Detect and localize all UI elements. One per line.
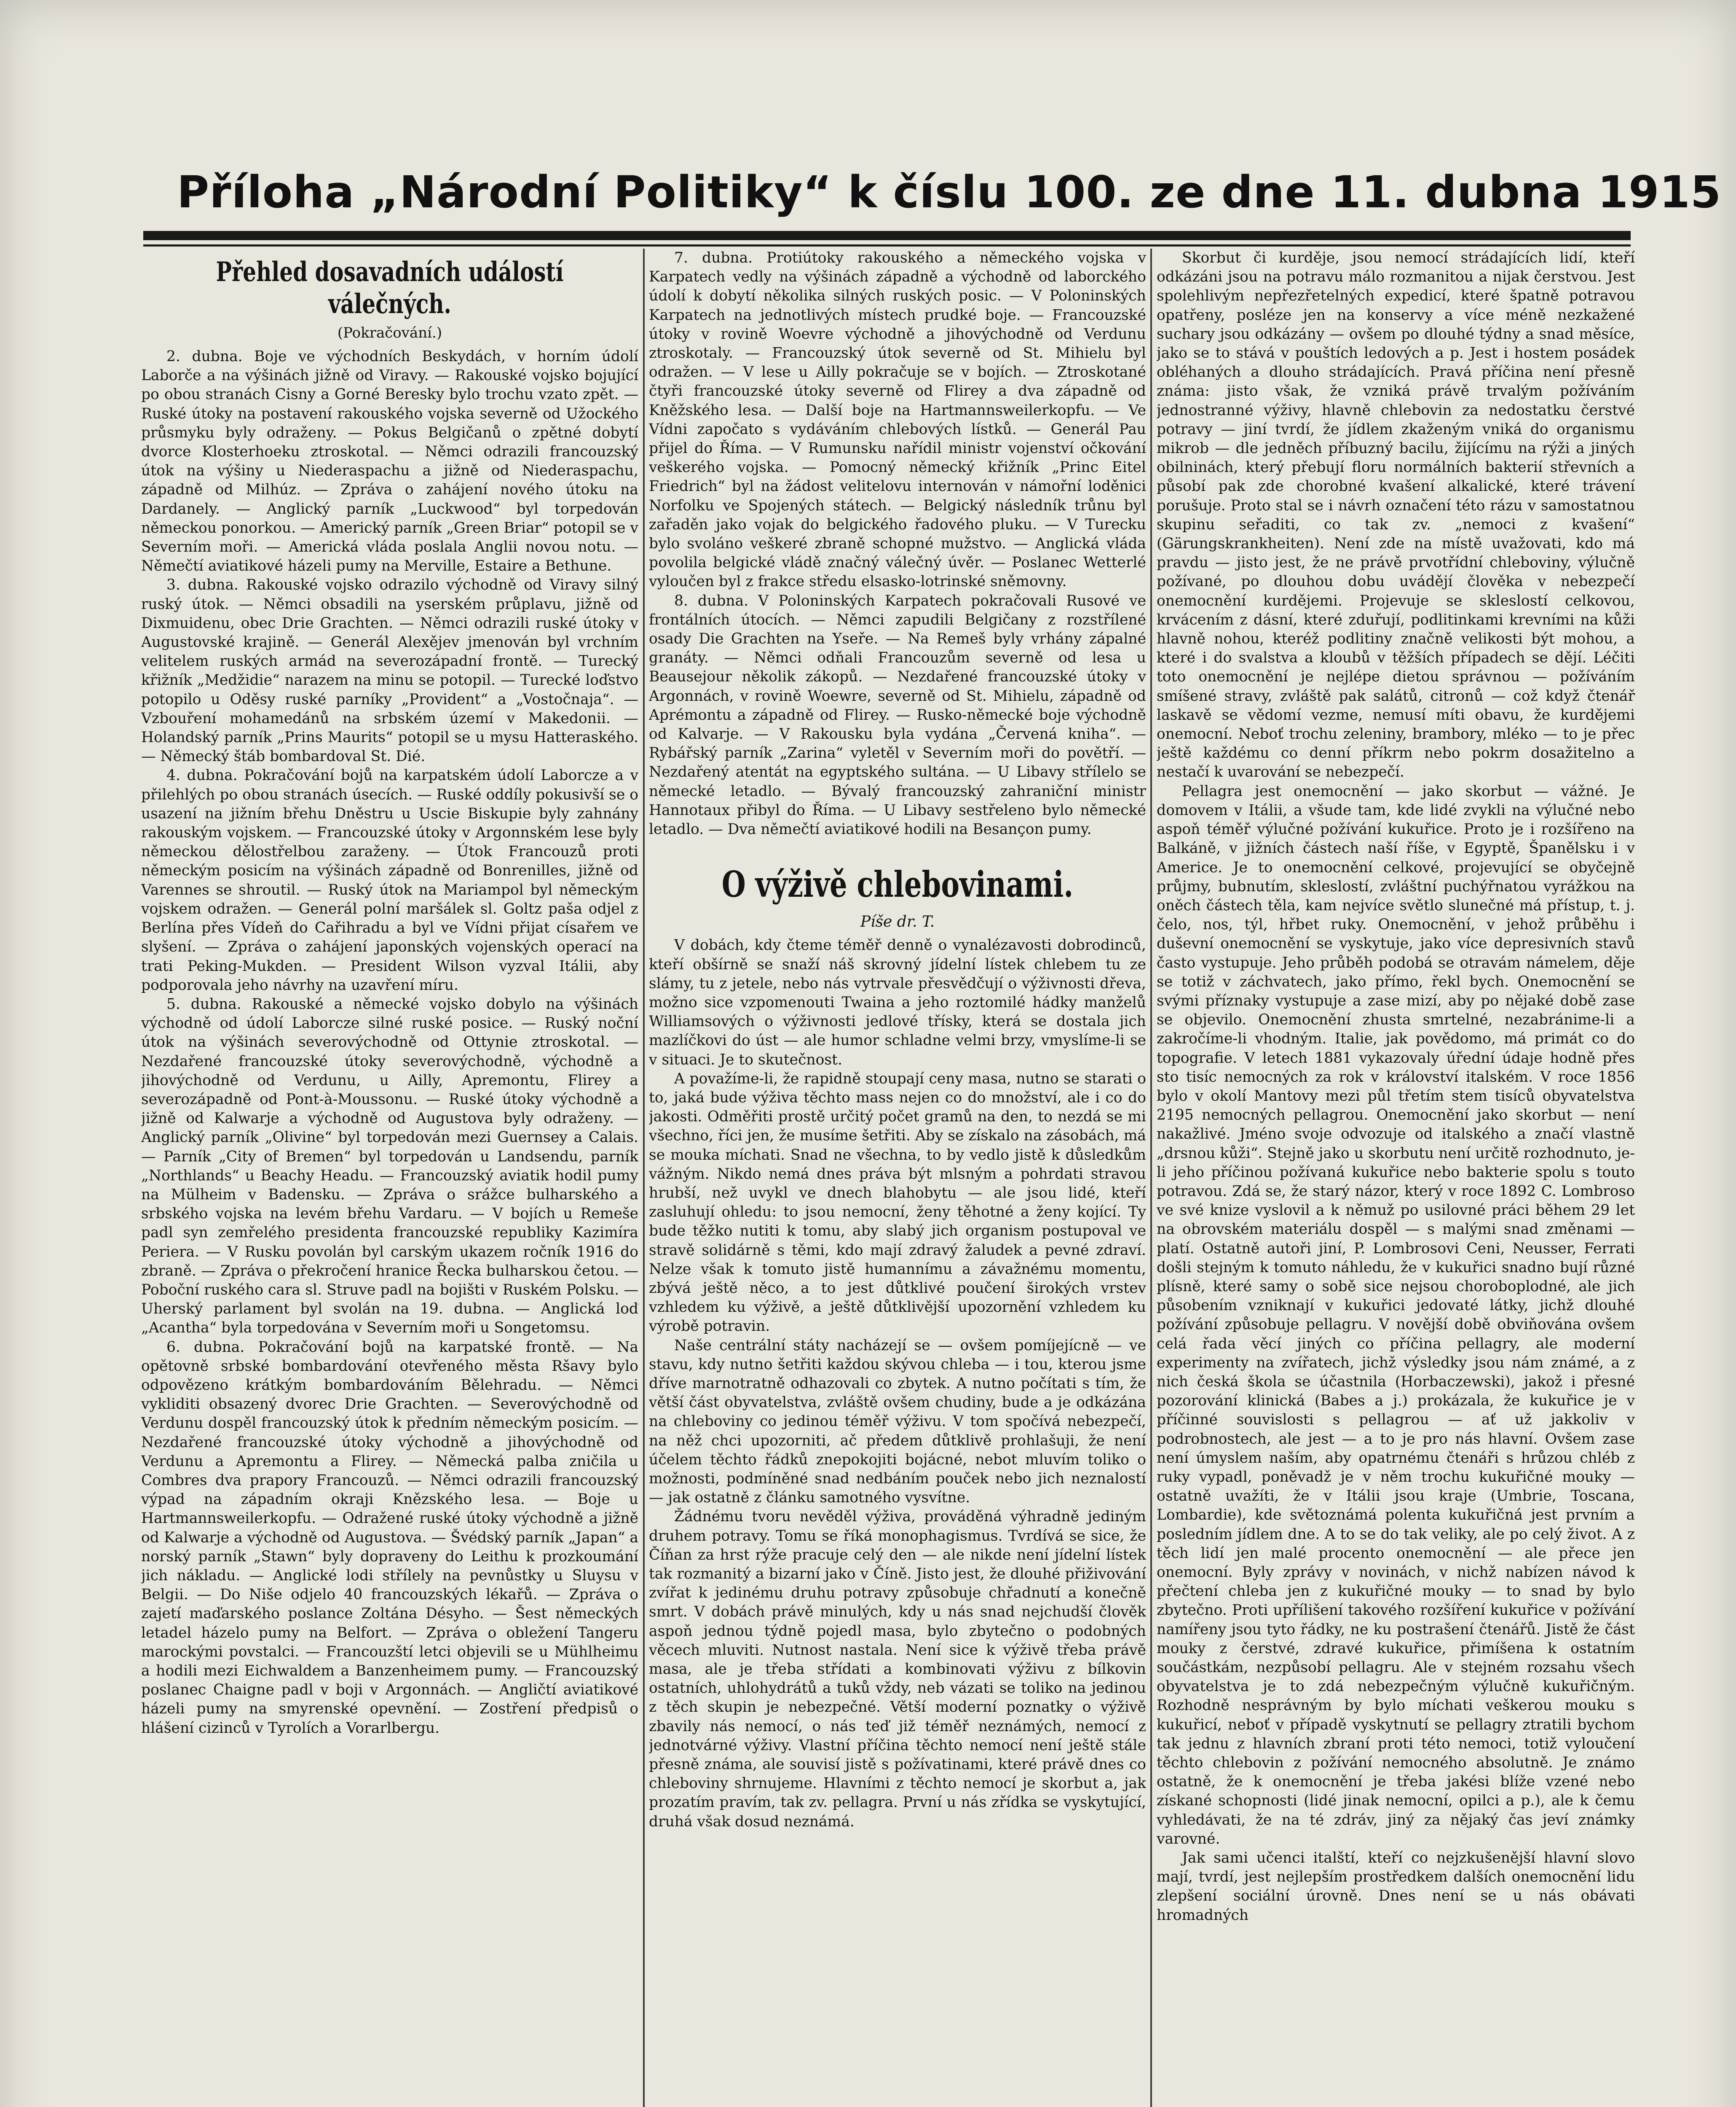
article-paragraph: A považíme-li, že rapidně stoupají ceny masa, nutno se starati o to, jaká bude výživa těchto mass nejen co do množství, ale i co do jakosti. Odměřiti prostě určitý počet gramů na den, to nezdá se mi všechno, říci jen, že musíme šetřiti. Aby se získalo na zásobách, má se mouka míchati. Snad ne všechna, to by vedlo jistě k důsledkům vážným. Nikdo nemá dnes práva být mlsným a pohrdati stravou hrubší, než uvykl ve dnech blahobytu — ale jsou lidé, kteří zasluhují ohledu: to jsou nemocní, ženy těhotné a ženy kojící. Ty bude těžko nutiti k tomu, aby slabý jich organism postupoval ve stravě solidárně s těmi, kdo mají zdravý žaludek a pevné zdraví. Nelze však k tomuto jistě humannímu a závažnému momentu, zbývá ještě něco, a to jest důtklivé poučení širokých vrstev vzhledem ku výživě, a ještě důtklivější upozornění vzhledem ku výrobě potravin. (649, 1070, 1146, 1335)
article-paragraph: Pellagra jest onemocnění — jako skorbut — vážné. Je domovem v Itálii, a všude tam, kde lidé zvykli na výlučné nebo aspoň téměř výlučné požívání kukuřice. Proto je i rozšířeno na Balkáně, v jižních částech naší říše, v Egyptě, Španělsku i v Americe. Je to onemocnění celkové, projevující se obyčejně průjmy, bubnutím, skleslostí, zvláštní puchýřnatou vyrážkou na oněch částech těla, kam nejvíce světlo slunečné má přístup, t. j. čelo, nos, týl, hřbet ruky. Onemocnění, v jehož průběhu i duševní onemocnění se vyskytuje, jako více depresivních stavů často vystupuje. Jeho průběh podobá se otravám námelem, děje se totiž v záchvatech, jako přímo, řekl bych. Onemocnění se svými příznaky vystupuje a zase mizí, aby po nějaké době zase se objevilo. Onemocnění zhusta smrtelné, nezabránime-li a zakročíme-li vhodným. Italie, jak povědomo, má primát co do topografie. V letech 1881 vykazovaly úřední údaje hodně přes sto tisíc nemocných za rok v království italském. V roce 1856 bylo v okolí Mantovy mezi půl třetím stem tisíců obyvatelstva 2195 nemocných pellagrou. Onemocnění jako skorbut — není nakažlivé. Jméno svoje odvozuje od italského a značí vlastně „drsnou kůži“. Stejně jako u skorbutu není určitě rozhodnuto, je-li jeho příčinou požívaná kukuřice nebo bakterie spolu s touto potravou. Zdá se, že starý názor, který v roce 1892 C. Lombroso ve své knize vyslovil a k němuž po usilovné práci během 29 let na obrovském materiálu dospěl — s malými snad změnami — platí. Ostatně autoři jiní, P. Lombrosovi Ceni, Neusser, Ferrati došli stejným k tomuto náhledu, že v kukuřici snadno bují různé plísně, které samy o sobě sice nejsou choroboplodné, ale jich působením vzniknají v kukuřici jedovaté látky, jichž dlouhé požívání způsobuje pellagru. V novější době obviňována ovšem celá řada věcí jiných co příčina pellagry, ale moderní experimenty na zvířatech, jichž výsledky jsou nám známé, a z nich česká škola se účastnila (Horbaczewski), jakož i přesné pozorování klinická (Babes a j.) prokázala, že kukuřice je v příčinné souvislosti s pellagrou — ať už jakkoliv v podrobnostech, ale jest — a to je pro nás hlavní. Ovšem zase není úmyslem naším, aby opatrnému čtenáři s hrůzou chléb z ruky vypadl, poněvadž je v něm trochu kukuřičné mouky — ostatně uvažíti, že v Itálii jsou kraje (Umbrie, Toscana, Lombardie), kde světoznámá polenta kukuřičná jest prvním a posledním jídlem dne. A to se do tak veliky, ale po celý život. A z těch lidí jen malé procento onemocnění — ale přece jen onemocní. Byly zprávy v novinách, v nichž nabízen návod k přečtení chleba jen z kukuřičné mouky — to snad by bylo zbytečno. Proti upřílišení takového rozšíření kukuřice v požívání namířeny jsou tyto řádky, ne ku postrašení čtenářů. Jistě že část mouky z čerstvé, zdravé kukuřice, přimíšena k ostatním součástkám, nezpůsobí pellagru. Ale v stejném rozsahu všech obyvatelstva je to zdá nebezpečným výlučně kukuřičným. Rozhodně nesprávným by bylo míchati veškerou mouku s kukuřicí, neboť v případě vyskytnutí se pellagry ztratili bychom tak jednu z hlavních zbraní proti této nemoci, totiž vyloučení těchto chlebovin z požívání nemocného absolutně. Je známo ostatně, že k onemocnění je třeba jakési blíže vzené nebo získané schopnosti (lidé jinak nemocní, opilci a p.), ale k čemu vyhledávati, že na té zdráv, jiný za nějaký čas jeví známky varovné. (1157, 783, 1635, 1847)
article-paragraph: 8. dubna. V Poloninských Karpatech pokračovali Rusové ve frontálních útocích. — Němci zapudili Belgičany z rozstřílené osady Die Grachten na Yseře. — Na Remeš byly vrhány zápalné granáty. — Němci odňali Francouzům severně od lesa u Beausejour několik zákopů. — Nezdařené francouzské útoky v Argonnách, v rovině Woewre, severně od St. Mihielu, západně od Aprémontu a západně od Flirey. — Rusko-německé boje východně od Kalvarje. — V Rakousku byla vydána „Červená kniha“. — Rybářský parník „Zarina“ vyletěl v Severním moři do povětří. — Nezdařený atentát na egyptského sultána. — U Libavy střílelo se německé letadlo. — Bývalý francouzský zahraniční ministr Hannotaux přibyl do Říma. — U Libavy sestřeleno bylo německé letadlo. — Dva němečtí aviatikové hodili na Besançon pumy. (649, 592, 1146, 838)
column-divider (1150, 249, 1152, 2107)
column-1 (141, 249, 638, 2107)
article-subtitle: (Pokračování.) (337, 324, 442, 341)
article-paragraph: 7. dubna. Protiútoky rakouského a německého vojska v Karpatech vedly na výšinách západně a východně od laborckého údolí k dobytí několika silných ruských posic. — V Poloninských Karpatech na jednotlivých místech prudké boje. — Francouzské útoky v rovině Woevre východně a jihovýchodně od Verdunu ztroskotaly. — Francouzský útok severně od St. Mihielu byl odražen. — V lese u Ailly pokračuje se v bojích. — Ztroskotané čtyři francouzské útoky severně od Flirey a dva západně od Kněžského lesa. — Další boje na Hartmannsweilerkopfu. — Ve Vídni započato s vydáváním chlebových lístků. — Generál Pau přijel do Říma. — V Rumunsku nařídil ministr vojenství očkování veškerého vojska. — Pomocný německý křižník „Princ Eitel Friedrich“ byl na žádost velitelovu internován v námořní loděnici Norfolku ve Spojených státech. — Belgický následník trůnu byl zařaděn jako vojak do belgického řadového pluku. — V Turecku bylo svoláno veškeré zbraně schopné mužstvo. — Anglická vláda povolila belgické vládě značný válečný úvěr. — Poslanec Wetterlé vyloučen byl z frakce středu elsasko-lotrinské sněmovny. (649, 249, 1146, 590)
article-title: Přehled dosavadních událostí válečných. (216, 256, 564, 320)
column-3 (1157, 249, 1635, 2107)
article-paragraph: 5. dubna. Rakouské a německé vojsko dobylo na výšinách východně od údolí Laborcze silné ruské posice. — Ruský noční útok na výšinách severovýchodně od Ottynie ztroskotal. — Nezdařené francouzské útoky severovýchodně, východně a jihovýchodně od Verdunu, u Ailly, Apremontu, Flirey a severozápadně od Pont-à-Moussonu. — Ruské útoky východně a jižně od Kalwarje a východně od Augustova byly odraženy. — Anglický parník „Olivine“ byl torpedován mezi Guernsey a Calais. — Parník „City of Bremen“ byl torpedován u Landsendu, parník „Northlands“ u Beachy Headu. — Francouzský aviatik hodil pumy na Mülheim v Badensku. — Zpráva o srážce bulharského a srbského vojska na levém břehu Vardaru. — V bojích u Remeše padl syn zemřelého presidenta francouzské republiky Kazimíra Periera. — V Rusku povolán byl carským ukazem ročník 1916 do zbraně. — Zpráva o překročení hranice Řecka bulharskou četou. — Poboční ruského cara sl. Struve padl na bojišti v Ruském Polsku. — Uherský parlament byl svolán na 19. dubna. — Anglická loď „Acantha“ byla torpedována v Severním moři u Songetomsu. (141, 995, 638, 1337)
masthead: Příloha „Národní Politiky“ k číslu 100. ze dne 11. dubna 1915 (177, 166, 1722, 218)
column-divider (643, 249, 645, 2107)
article-byline: Píše dr. T. (860, 913, 935, 931)
article-paragraph: Naše centrální státy nacházejí se — ovšem pomíjejícně — ve stavu, kdy nutno šetřiti každou skývou chleba — i tou, kterou jsme dříve marnotratně odhazovali co zbytek. A nutno počítati s tím, že větší část obyvatelstva, zvláště ovšem chudiny, bude a je odkázána na chleboviny co jedinou téměř výživu. V tom spočívá nebezpečí, na něž chci upozorniti, ač předem důtklivě prohlašuji, že není účelem těchto řádků znepokojiti bojácné, nebot mluvím toliko o možnosti, podmíněné snad nedbáním pouček nebo jich neznalostí — jak ostatně z článku samotného vysvítne. (649, 1337, 1146, 1507)
article-paragraph: 4. dubna. Pokračování bojů na karpatském údolí Laborcze a v přilehlých po obou stranách úsecích. — Ruské oddíly pokusivší se o usazení na jižním břehu Dněstru u Uscie Biskupie byly zahnány rakouským vojskem. — Francouzské útoky v Argonnském lese byly německou dělostřelbou zaraženy. — Útok Francouzů proti německým posicím na výšinách západně od Bonrenilles, jižně od Varennes se shroutil. — Ruský útok na Mariampol byl německým vojskem odražen. — Generál polní maršálek sl. Goltz paša odjel z Berlína přes Vídeň do Cařihradu a byl ve Vídni přijat císařem ve slyšení. — Zpráva o zahájení japonských vojenských operací na trati Peking-Mukden. — President Wilson vyzval Itálii, aby podporovala jeho návrhy na uzavření míru. (141, 767, 638, 994)
article-paragraph: Skorbut či kurděje, jsou nemocí strádajících lidí, kteří odkázáni jsou na potravu málo rozmanitou a nijak čerstvou. Jest spolehlivým nepřezřetelných expedicí, které špatně potravou opatřeny, posléze jen na konservy a více méně nezkažené suchary jsou odkázány — ovšem po dlouhé týdny a snad měsíce, jako se to stává v pouštích ledových a p. Jest i hostem posádek obléhaných a dlouho strádajících. Pravá příčina není přesně známa: jisto však, že vzniká právě trvalým požíváním jednostranné výživy, hlavně chlebovin za nedostatku čerstvé potravy — jiní tvrdí, že jídlem zkaženým vniká do organismu mikrob — dle jedněch příbuzný bacilu, žijícímu na rýži a jiných obilninách, který přebují floru normálních bakterií střevních a působí pak zde chorobné kvašení alkalické, které trávení porušuje. Proto stal se i návrh označení této rázu v samostatnou skupinu seřaditi, co tak zv. „nemoci z kvašení“ (Gärungskrankheiten). Není zde na místě uvažovati, kdo má pravdu — jisto jest, že ne právě prvotřídní chleboviny, výlučně požívané, po dlouhou dobu uvádějí člověka v nebezpečí onemocnění kurdějemi. Projevuje se skleslostí celkovou, krvácením z dásní, které zduřují, podlitinkami krevními na kůži hlavně nohou, kteréž podlitiny značně velikosti být mohou, a které i do svalstva a kloubů v těžších případech se dějí. Léčiti toto onemocnění je nejlépe dietou správnou — požíváním smíšené stravy, zvláště pak salátů, citronů — což když čtenář laskavě se vědomí vezme, nemusí míti obavu, že kurdějemi onemocní. Neboť trochu zeleniny, brambory, mléko — to je přec ještě každému co denní příkrm nebo pokrm dosažitelno a nestačí k uvarování se nebezpečí. (1157, 249, 1635, 781)
article-paragraph: Jak sami učenci italští, kteří co nejzkušenější hlavní slovo mají, tvrdí, jest nejlepším prostředkem dalších onemocnění lidu zlepšení sociální úrovně. Dnes není se u nás obávati hromadných (1157, 1850, 1635, 1924)
masthead-rule (143, 231, 1631, 240)
article-paragraph: 3. dubna. Rakouské vojsko odrazilo východně od Viravy silný ruský útok. — Němci obsadili na yserském průplavu, jižně od Dixmuidenu, obec Drie Grachten. — Němci odrazili ruské útoky v Augustovské krajině. — Generál Alexějev jmenován byl vrchním velitelem ruských armád na severozápadní frontě. — Turecký křižník „Medžidie“ narazem na minu se potopil. — Turecké loďstvo potopilo u Oděsy ruské parníky „Provident“ a „Vostočnaja“. — Vzbouření mohamedánů na srbském území v Makedonii. — Holandský parník „Prins Maurits“ potopil se u mysu Hatteraského. — Německý štáb bombardoval St. Dié. (141, 576, 638, 765)
column-2 (649, 249, 1146, 2107)
article-paragraph: 2. dubna. Boje ve východních Beskydách, v horním údolí Laborče a na výšinách jižně od Viravy. — Rakouské vojsko bojující po obou stranách Cisny a Gorné Beresky bylo trochu vzato zpět. — Ruské útoky na postavení rakouského vojska severně od Užockého průsmyku byly odraženy. — Pokus Belgičanů o zpětné dobytí dvorce Klosterhoeku ztroskotal. — Němci odrazili francouzský útok na výšiny u Niederaspachu a jižně od Niederaspachu, západně od Milhúz. — Zpráva o zahájení nového útoku na Dardanely. — Anglický parník „Luckwood“ byl torpedován německou ponorkou. — Americký parník „Green Briar“ potopil se v Severním moři. — Americká vláda poslala Anglii novou notu. — Němečtí aviatikové házeli pumy na Merville, Estaire a Bethune. (141, 348, 638, 575)
masthead-rule-thin (143, 244, 1631, 247)
article-paragraph: 6. dubna. Pokračování bojů na karpatské frontě. — Na opětovně srbské bombardování otevřeného města Ršavy bylo odpovězeno krátkým bombardováním Bělehradu. — Němci vykliditi obsazený dvorec Drie Grachten. — Severovýchodně od Verdunu dospěl francouzský útok k předním německým posicím. — Nezdařené francouzské útoky východně a jihovýchodně od Verdunu a Apremontu a Flirey. — Německá palba zničila u Combres dva prapory Francouzů. — Němci odrazili francouzský výpad na západním okraji Knězského lesa. — Boje u Hartmannsweilerkopfu. — Odražené ruské útoky východně a jižně od Kalwarje a východně od Augustova. — Švédský parník „Japan“ a norský parník „Stawn“ byly dopraveny do Leithu k prozkoumání jich nákladu. — Anglické lodi střílely na pevnůstky u Sluysu v Belgii. — Do Niše odjelo 40 francouzských lékařů. — Zpráva o zajetí maďarského poslance Zoltána Désyho. — Šest německých letadel házelo pumy na Belfort. — Zpráva o obležení Tangeru marockými povstalci. — Francouzští letci objevili se u Mühlheimu a hodili mezi Eichwaldem a Banzenheimem pumy. — Francouzský poslanec Chaigne padl v boji v Argonnách. — Angličtí aviatikové házeli pumy na smyrenské opevnění. — Zostření předpisů o hlášení cizinců v Tyrolích a Vorarlbergu. (141, 1338, 638, 1737)
article-paragraph: Žádnému tvoru nevěděl výživa, prováděná výhradně jediným druhem potravy. Tomu se říká monophagismus. Tvrdívá se sice, že Číňan za hrst rýže pracuje celý den — ale nikde není jídelní lístek tak rozmanitý a bizarní jako v Číně. Jisto jest, že dlouhé přiživování zvířat k jedinému druhu potravy způsobuje chřadnutí a konečně smrt. V dobách právě minulých, kdy u nás snad nejchudší člověk aspoň jednou týdně pojedl masa, bylo zbytečno o podobných věcech mluviti. Nutnost nastala. Není sice k výživě třeba právě masa, ale je třeba střídati a kombinovati výživu z bílkovin ostatních, uhlohydrátů a tuků vždy, neb vázati se toliko na jedinou z těch skupin je nebezpečné. Větší moderní poznatky o výživě zbavily nás nemocí, o nás teď již téměř neznámých, nemocí z jednotvárné výživy. Vlastní příčina těchto nemocí není ještě stále přesně známa, ale souvisí jistě s požívatinami, které právě dnes co chleboviny shrnujeme. Hlavními z těchto nemocí je skorbut a, jak prozatím pravím, tak zv. pellagra. První u nás zřídka se vyskytující, druhá však dosud neznámá. (649, 1508, 1146, 1830)
article-paragraph: V dobách, kdy čteme téměř denně o vynalézavosti dobrodinců, kteří obšírně se snaží náš skrovný jídelní lístek chlebem tu ze slámy, tu z jetele, nebo nás vytrvale přesvědčují o výživnosti dřeva, možno sice vzpomenouti Twaina a jeho roztomilé hádky manželů Williamsových o výživnosti jedlové třísky, která se dostala jich mazlíčkovi do úst — ale humor schladne velmi brzy, vmyslíme-li se v situaci. Je to skutečnost. (649, 937, 1146, 1068)
article-title: O výživě chlebovinami. (721, 863, 1074, 906)
